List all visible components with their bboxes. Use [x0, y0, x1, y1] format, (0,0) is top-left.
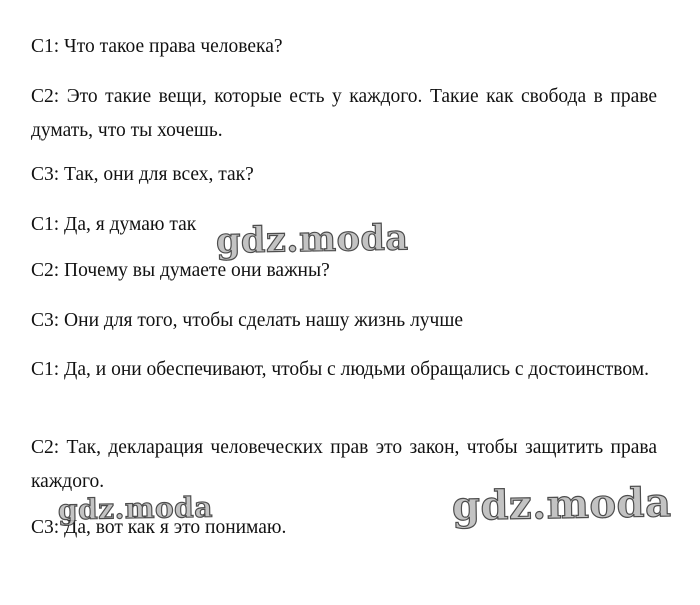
watermark-logo: gdz.moda [451, 479, 672, 530]
dialogue-line: С2: Почему вы думаете они важны? [31, 260, 330, 281]
watermark-logo: gdz.moda [57, 490, 214, 527]
dialogue-line: С2: Это такие вещи, которые есть у каждого. Такие как свобода в праве думать, что ты хочешь. [31, 86, 657, 141]
dialogue-line: С3: Они для того, чтобы сделать нашу жизнь лучше [31, 310, 464, 331]
watermark-logo: gdz.moda [215, 217, 409, 262]
dialogue-line: С3: Так, они для всех, так? [31, 164, 254, 185]
dialogue-line: С1: Да, я думаю так [31, 214, 197, 235]
dialogue-line: С1: Что такое права человека? [31, 36, 283, 57]
dialogue-line: С2: Так, декларация человеческих прав это закон, чтобы защитить права каждого. [31, 437, 657, 492]
dialogue-line: С1: Да, и они обеспечивают, чтобы с людьми обращались с достоинством. [31, 359, 649, 380]
dialogue-line: С3: Да, вот как я это понимаю. [31, 517, 287, 538]
